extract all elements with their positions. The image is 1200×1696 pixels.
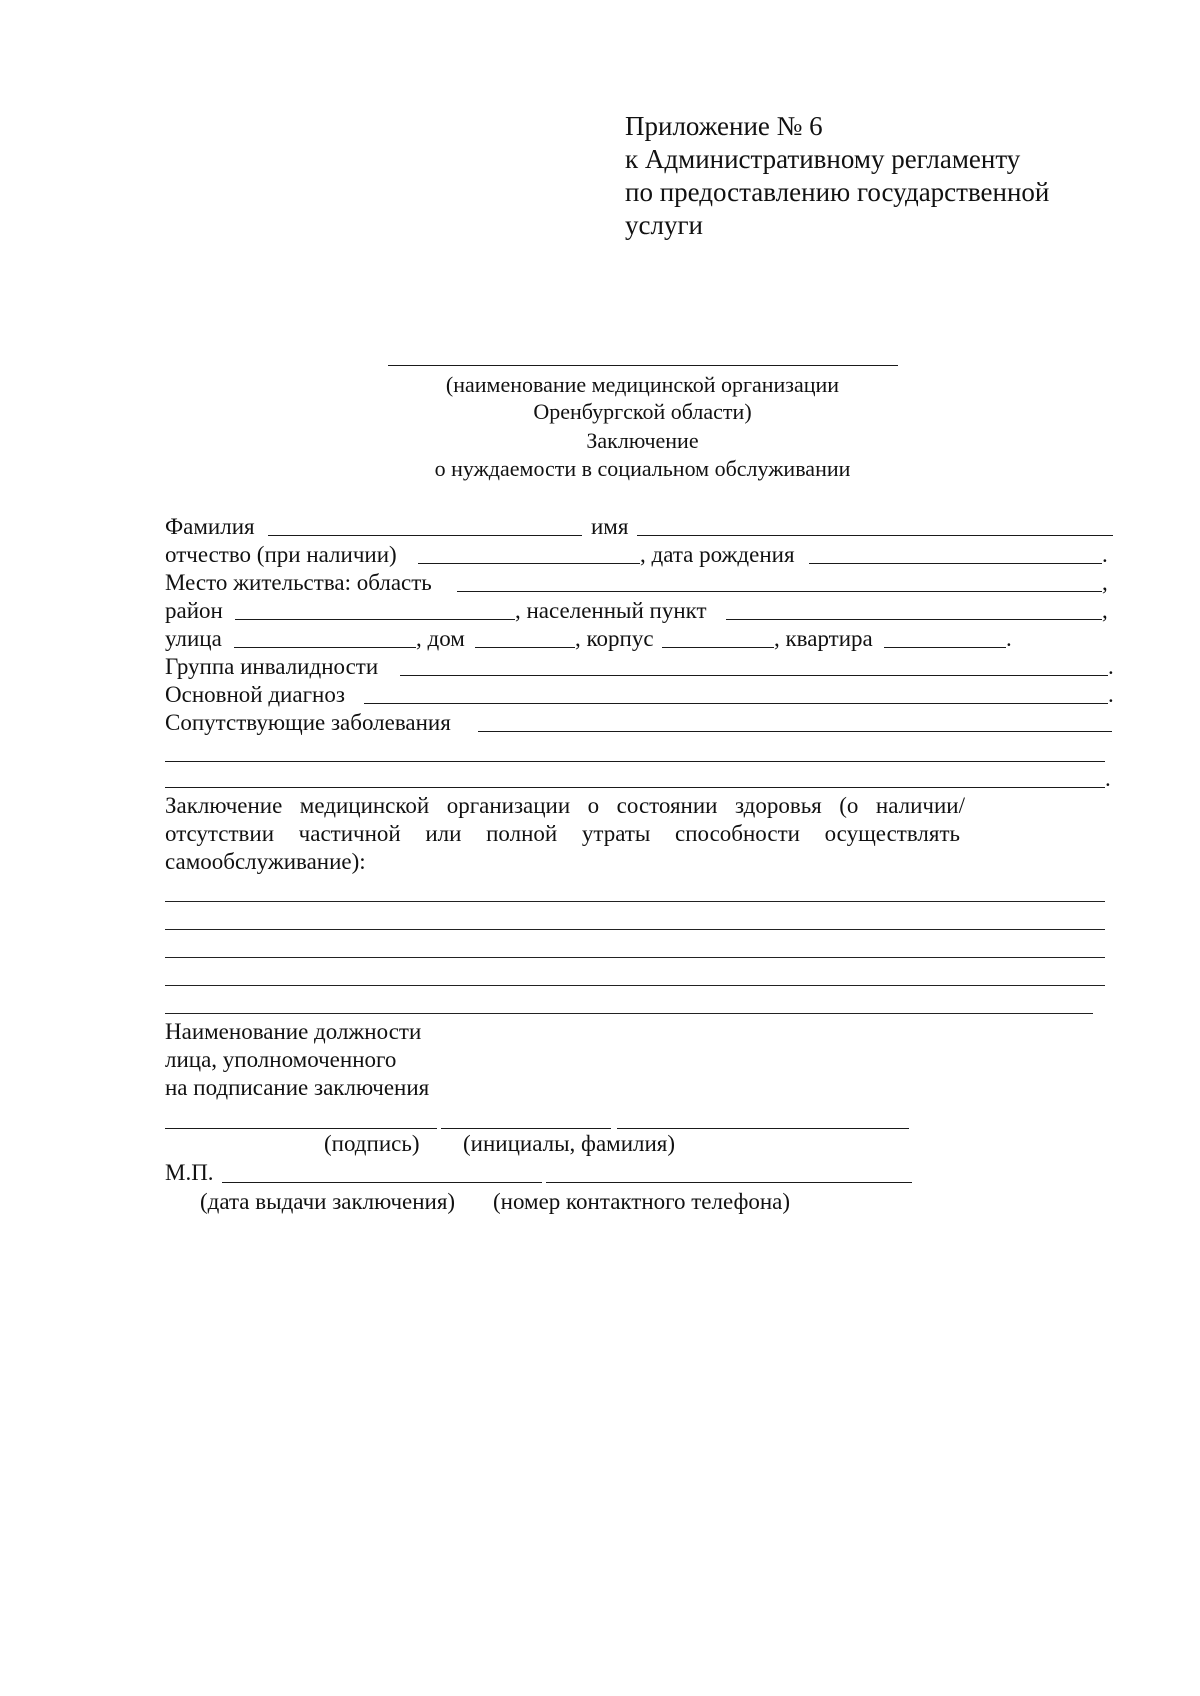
initials-caption: (инициалы, фамилия) bbox=[463, 1131, 676, 1156]
apartment-field[interactable] bbox=[884, 647, 1006, 648]
org-name-blank[interactable] bbox=[388, 365, 898, 366]
residence-region-label: Место жительства: область bbox=[165, 570, 432, 595]
signatory-position-label: на подписание заключения bbox=[165, 1075, 430, 1100]
building-field[interactable] bbox=[662, 647, 774, 648]
birth-date-label: , дата рождения bbox=[640, 542, 795, 567]
conclusion-text-line: отсутствии частичной или полной утраты способности осуществлять bbox=[165, 821, 960, 846]
org-caption: (наименование медицинской организации bbox=[445, 372, 840, 397]
apartment-label: , квартира bbox=[774, 626, 873, 651]
name-label: имя bbox=[591, 514, 629, 539]
annex-number: Приложение № 6 bbox=[625, 111, 823, 141]
disability-group-field[interactable] bbox=[400, 675, 1108, 676]
annex-header bbox=[625, 110, 1049, 242]
stamp-label: М.П. bbox=[165, 1160, 214, 1185]
comorbidities-label: Сопутствующие заболевания bbox=[165, 710, 451, 735]
conclusion-line[interactable] bbox=[165, 1013, 1093, 1014]
disability-group-label: Группа инвалидности bbox=[165, 654, 379, 679]
settlement-field[interactable] bbox=[726, 619, 1102, 620]
issue-date-field[interactable] bbox=[222, 1182, 542, 1183]
patronymic-label: отчество (при наличии) bbox=[165, 542, 397, 567]
position-field[interactable] bbox=[165, 1128, 437, 1129]
district-field[interactable] bbox=[235, 619, 515, 620]
conclusion-line[interactable] bbox=[165, 901, 1105, 902]
line-end-period: . bbox=[1108, 682, 1114, 707]
annex-reference-line: по предоставлению государственной bbox=[625, 177, 1050, 207]
main-diagnosis-label: Основной диагноз bbox=[165, 682, 345, 707]
org-caption-region: Оренбургской области) bbox=[533, 399, 752, 424]
conclusion-text-line: Заключение медицинской организации о состоянии здоровья (о наличии/ bbox=[165, 793, 965, 818]
birth-date-field[interactable] bbox=[809, 563, 1102, 564]
settlement-label: , населенный пункт bbox=[515, 598, 707, 623]
issue-date-caption: (дата выдачи заключения) bbox=[200, 1189, 456, 1214]
conclusion-paragraph bbox=[165, 792, 965, 876]
comorbidities-extra-line[interactable] bbox=[165, 761, 1105, 762]
document-title: Заключение bbox=[586, 428, 699, 453]
line-end-comma: , bbox=[1102, 598, 1108, 623]
document-subtitle: о нуждаемости в социальном обслуживании bbox=[434, 456, 851, 481]
conclusion-line[interactable] bbox=[165, 985, 1105, 986]
line-end-comma: , bbox=[1102, 570, 1108, 595]
signatory-position-label: лица, уполномоченного bbox=[165, 1047, 397, 1072]
name-field[interactable] bbox=[637, 535, 1113, 536]
line-end-period: . bbox=[1006, 626, 1012, 651]
house-field[interactable] bbox=[475, 647, 575, 648]
street-label: улица bbox=[165, 626, 222, 651]
line-end-period: . bbox=[1105, 766, 1111, 791]
surname-field[interactable] bbox=[268, 535, 582, 536]
conclusion-line[interactable] bbox=[165, 929, 1105, 930]
signatory-position-label: Наименование должности bbox=[165, 1019, 422, 1044]
district-label: район bbox=[165, 598, 223, 623]
comorbidities-extra-line[interactable] bbox=[165, 787, 1105, 788]
comorbidities-field[interactable] bbox=[478, 731, 1112, 732]
initials-field[interactable] bbox=[617, 1128, 909, 1129]
phone-caption: (номер контактного телефона) bbox=[493, 1189, 791, 1214]
residence-region-field[interactable] bbox=[457, 591, 1102, 592]
street-field[interactable] bbox=[234, 647, 416, 648]
line-end-period: . bbox=[1102, 542, 1108, 567]
patronymic-field[interactable] bbox=[418, 563, 640, 564]
line-end-period: . bbox=[1108, 654, 1114, 679]
building-label: , корпус bbox=[575, 626, 654, 651]
surname-label: Фамилия bbox=[165, 514, 255, 539]
annex-reference-line: услуги bbox=[625, 210, 703, 240]
main-diagnosis-field[interactable] bbox=[364, 703, 1108, 704]
conclusion-text-line: самообслуживание): bbox=[165, 849, 366, 874]
phone-field[interactable] bbox=[546, 1182, 912, 1183]
signature-caption: (подпись) bbox=[324, 1131, 420, 1156]
house-label: , дом bbox=[416, 626, 465, 651]
annex-reference-line: к Административному регламенту bbox=[625, 144, 1021, 174]
conclusion-line[interactable] bbox=[165, 957, 1105, 958]
signature-field[interactable] bbox=[441, 1128, 611, 1129]
